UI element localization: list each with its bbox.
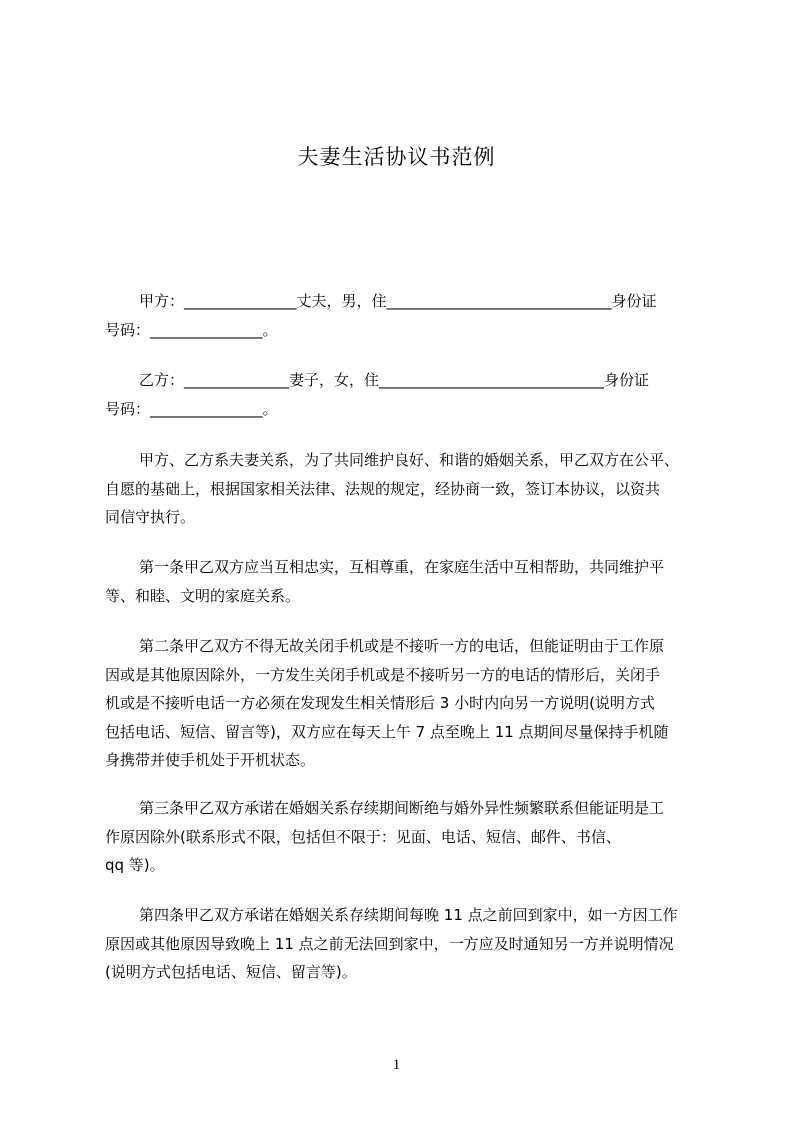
paragraph-line: 包括电话、短信、留言等)，双方应在每天上午 7 点至晚上 11 点期间尽量保持手机随 [105,722,669,741]
page-number: 1 [392,1057,401,1073]
paragraph-line: 第一条甲乙双方应当互相忠实，互相尊重，在家庭生活中互相帮助，共同维护平 [139,558,665,576]
paragraph-article-3 [105,794,701,880]
paragraph-line: 同信守执行。 [105,508,196,526]
paragraph-line: qq 等)。 [105,856,165,874]
paragraph-line: 第二条甲乙双方不得无故关闭手机或是不接听一方的电话，但能证明由于工作原 [139,637,665,655]
paragraph-line: 第四条甲乙双方承诺在婚姻关系存续期间每晚 11 点之前回到家中，如一方因工作 [139,906,678,924]
paragraph-line: 第三条甲乙双方承诺在婚姻关系存续期间断绝与婚外异性频繁联系但能证明是工 [139,799,665,817]
paragraph-article-4 [105,901,701,987]
paragraph-line: 号码：_______________。 [105,399,278,418]
paragraph-preamble [105,446,701,532]
paragraph-line: 号码：_______________。 [105,320,278,339]
paragraph-line: 原因或其他原因导致晚上 11 点之前无法回到家中，一方应及时通知另一方并说明情况 [105,934,674,953]
paragraph-article-1 [105,553,701,610]
paragraph-line: 自愿的基础上，根据国家相关法律、法规的规定，经协商一致，签订本协议，以资共 [105,479,661,498]
paragraph-line: 作原因除外(联系形式不限，包括但不限于：见面、电话、短信、邮件、书信、 [105,827,621,846]
paragraph-line: 因或是其他原因除外，一方发生关闭手机或是不接听另一方的电话的情形后，关闭手 [105,665,661,684]
paragraph-line: 机或是不接听电话一方必须在发现发生相关情形后 3 小时内向另一方说明(说明方式 [105,694,655,712]
paragraph-line: 甲方：_______________丈夫，男，住______________________________身份证 [139,292,657,310]
document-title: 夫妻生活协议书范例 [297,145,496,169]
paragraph-party-a [105,287,701,344]
paragraph-party-b [105,366,701,423]
paragraph-line: (说明方式包括电话、短信、留言等)。 [105,963,357,981]
paragraph-line: 甲方、乙方系夫妻关系，为了共同维护良好、和谐的婚姻关系，甲乙双方在公平、 [139,451,680,469]
paragraph-line: 等、和睦、文明的家庭关系。 [105,586,301,605]
paragraph-article-2 [105,632,701,775]
paragraph-line: 乙方：______________妻子，女，住______________________________身份证 [139,371,650,389]
paragraph-line: 身携带并使手机处于开机状态。 [105,751,316,769]
